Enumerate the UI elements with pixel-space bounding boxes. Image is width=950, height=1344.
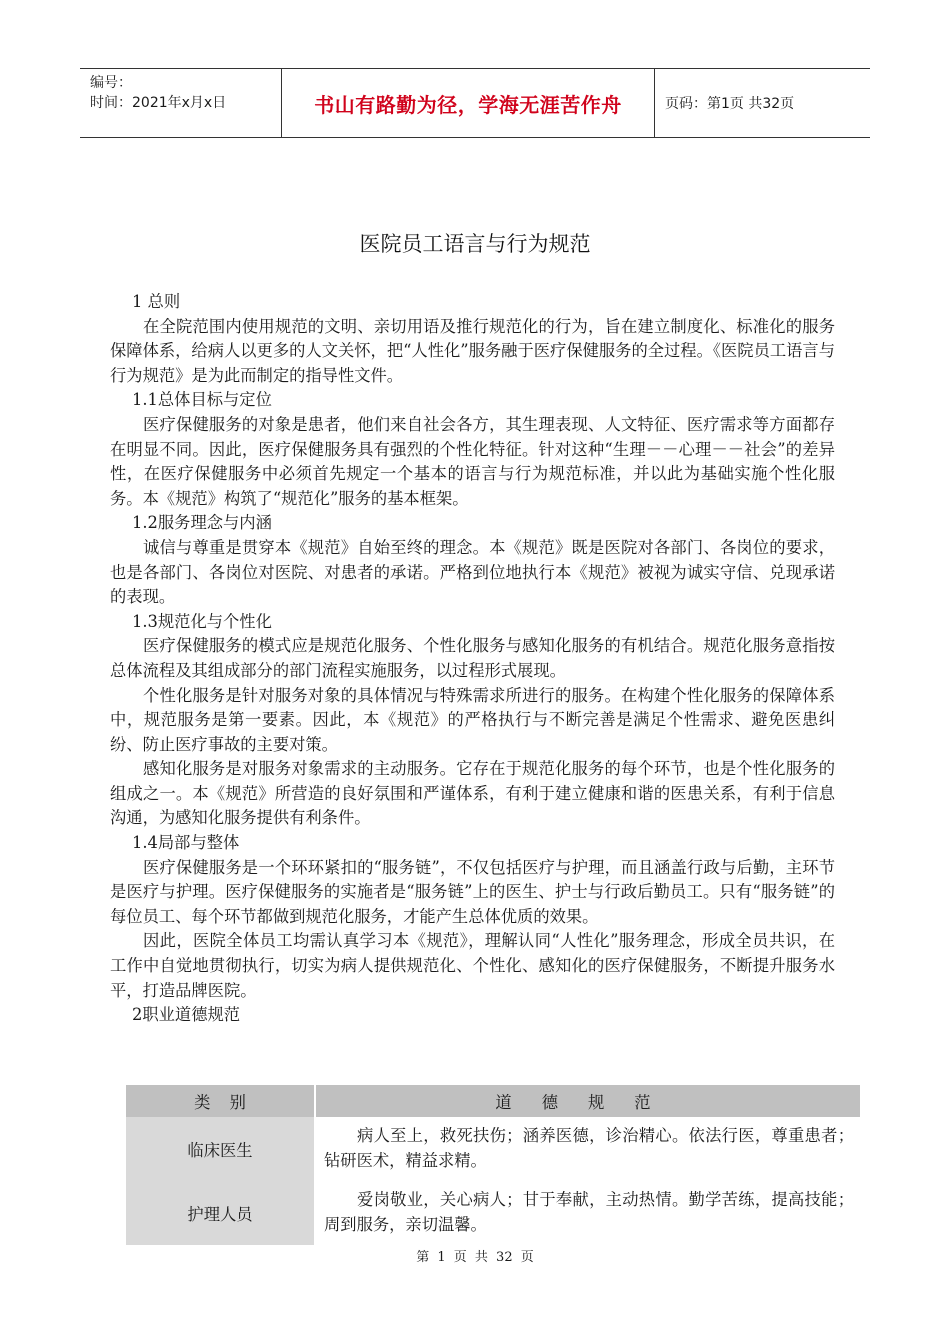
row-category: 护理人员 (126, 1181, 315, 1245)
column-header-category: 类 别 (126, 1085, 315, 1117)
section-heading: 1.4局部与整体 (132, 833, 240, 853)
paragraph: 诚信与尊重是贯穿本《规范》自始至终的理念。本《规范》既是医院对各部门、各岗位的要求，也是各部门、各岗位对医院、对患者的承诺。严格到位地执行本《规范》被视为诚实守信、兑现承诺的表现。 (110, 537, 835, 607)
paragraph: 医疗保健服务是一个环环紧扣的“服务链”，不仅包括医疗与护理，而且涵盖行政与后勤，主环节是医疗与护理。医疗保健服务的实施者是“服务链”上的医生、护士与行政后勤员工。只有“服务链”的每位员工、每个环节都做到规范化服务，才能产生总体优质的效果。 (110, 857, 835, 926)
section-heading: 1.2服务理念与内涵 (132, 513, 272, 533)
header-motto: 书山有路勤为径，学海无涯苦作舟 (282, 69, 655, 137)
paragraph: 个性化服务是针对服务对象的具体情况与特殊需求所进行的服务。在构建个性化服务的保障体系中，规范服务是第一要素。因此，本《规范》的严格执行与不断完善是满足个性需求、避免医患纠纷、防止医疗事故的主要对策。 (110, 685, 835, 754)
section-heading: 1.3规范化与个性化 (132, 611, 272, 631)
column-header-standard: 道德规范 (315, 1085, 860, 1117)
table-row (126, 1181, 860, 1245)
header-meta (80, 69, 282, 137)
paragraph: 在全院范围内使用规范的文明、亲切用语及推行规范化的行为，旨在建立制度化、标准化的服务保障体系，给病人以更多的人文关怀，把“人性化”服务融于医疗保健服务的全过程。《医院员工语言与行为规范》是为此而制定的指导性文件。 (110, 316, 835, 385)
row-standard: 爱岗敬业，关心病人；甘于奉献，主动热情。勤学苦练，提高技能；周到服务，亲切温馨。 (324, 1190, 854, 1234)
table-row (126, 1117, 860, 1181)
paragraph: 医疗保健服务的对象是患者，他们来自社会各方，其生理表现、人文特征、医疗需求等方面都存在明显不同。因此，医疗保健服务具有强烈的个性化特征。针对这种“生理－－心理－－社会”的差异性，在医疗保健服务中必须首先规定一个基本的语言与行为规范标准，并以此为基础实施个性化服务。本《规范》构筑了“规范化”服务的基本框架。 (110, 414, 835, 508)
header-page-info: 页码：第1页 共32页 (665, 96, 795, 112)
date-label: 时间：2021年x月x日 (90, 95, 227, 111)
row-category: 临床医生 (126, 1117, 315, 1181)
row-standard: 病人至上，救死扶伤；涵养医德，诊治精心。依法行医，尊重患者；钻研医术，精益求精。 (324, 1126, 854, 1170)
section-heading: 2职业道德规范 (132, 1005, 241, 1025)
document-body (110, 290, 835, 1028)
number-label: 编号： (90, 75, 132, 91)
paragraph: 因此，医院全体员工均需认真学习本《规范》，理解认同“人性化”服务理念，形成全员共识，在工作中自觉地贯彻执行，切实为病人提供规范化、个性化、感知化的医疗保健服务，不断提升服务水平，打造品牌医院。 (110, 931, 835, 1000)
paragraph: 感知化服务是对服务对象需求的主动服务。它存在于规范化服务的每个环节，也是个性化服务的组成之一。本《规范》所营造的良好氛围和严谨体系，有利于建立健康和谐的医患关系，有利于信息沟通，为感知化服务提供有利条件。 (110, 759, 835, 828)
document-title: 医院员工语言与行为规范 (359, 232, 591, 256)
ethics-table (126, 1085, 860, 1245)
paragraph: 医疗保健服务的模式应是规范化服务、个性化服务与感知化服务的有机结合。规范化服务意指按总体流程及其组成部分的部门流程实施服务，以过程形式展现。 (110, 636, 835, 680)
document-header (80, 68, 870, 138)
table-header-row (126, 1085, 860, 1117)
section-heading: 1.1总体目标与定位 (132, 390, 272, 410)
section-heading: 1 总则 (132, 292, 181, 311)
page-footer: 第 1 页 共 32 页 (416, 1250, 534, 1265)
